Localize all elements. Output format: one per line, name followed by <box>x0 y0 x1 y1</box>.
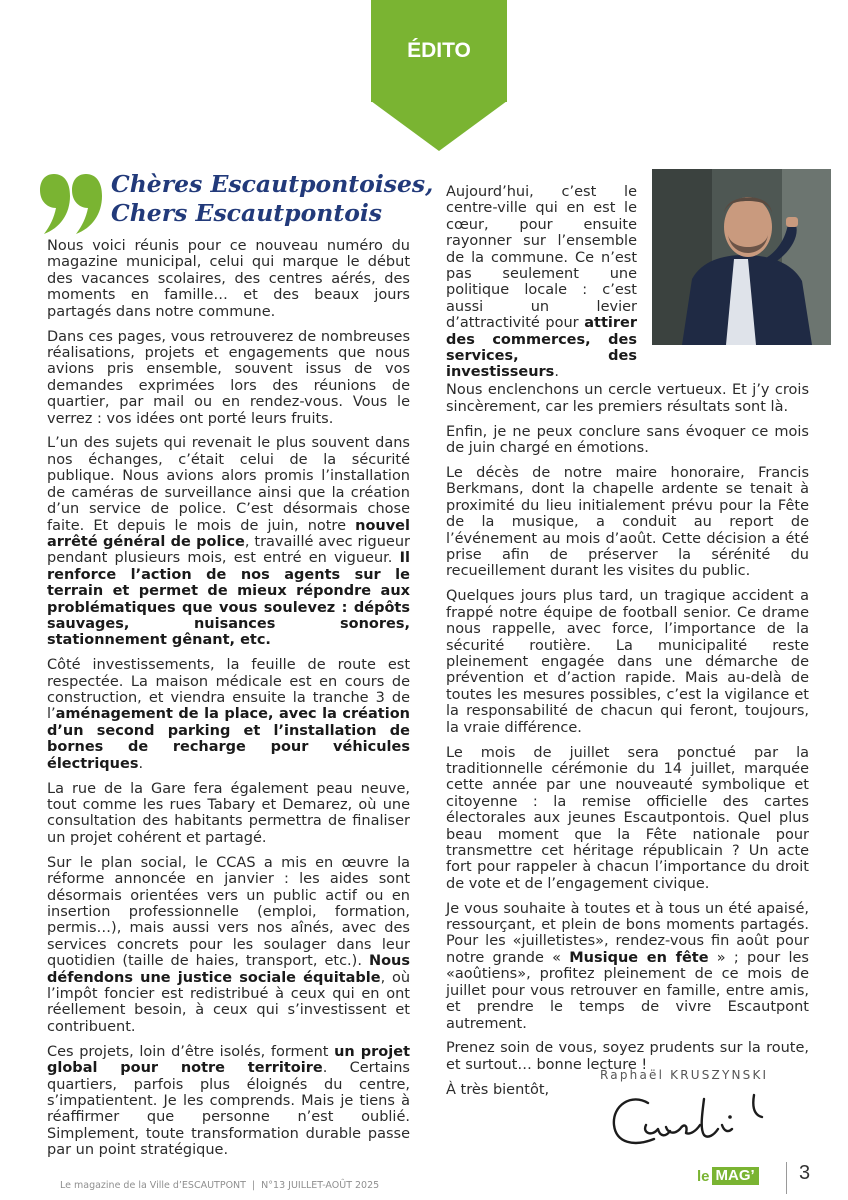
body-text: Quelques jours plus tard, un tragique accident a frappé notre équipe de football senior. Ce drame nous rappelle, avec force, l’importance de la sécurité routière. La municipalité reste pleinement engagée dans une démarche de prévention et d’action rapide. Mais au-delà de toutes les mesures possibles, c’est la vigilance et la responsabilité de chacun qui feront, toujours, la vraie différence. <box>446 588 809 736</box>
title-line-1: Chères Escautpontoises, <box>111 170 434 198</box>
body-text: Ces projets, loin d’être isolés, forment <box>47 1043 335 1060</box>
section-tab-arrow <box>371 101 507 151</box>
emphasis-text: Il renforce l’action de nos agents sur le terrain et permet de mieux répondre aux problématiques que vous soulevez : dépôts sauvages, nuisances sonores, stationnement gênant, etc. <box>47 550 410 649</box>
right-paragraph-3 <box>446 588 809 736</box>
left-paragraph-3 <box>47 435 410 648</box>
emphasis-text: Musique en fête <box>569 949 709 966</box>
title-line-2: Chers Escautpontois <box>111 199 383 227</box>
body-text: Sur le plan social, le CCAS a mis en œuvre la réforme annoncée en janvier : les aides sont désormais orientées vers un public actif ou en insertion professionnelle (emploi, formation, permis…), mais aussi vers nos aînés, avec des services concrets pour les soulager dans leur quotidien (taille de haies, transport, etc.). <box>47 854 410 970</box>
left-paragraph-5 <box>47 781 410 847</box>
footer-separator: | <box>251 1180 256 1191</box>
footer-issue: N°13 JUILLET-AOÛT 2025 <box>261 1180 380 1191</box>
logo-mag-text: MAG’ <box>712 1167 759 1185</box>
right-paragraph-1 <box>446 424 809 457</box>
wrapped-paragraph-continuation: Nous enclenchons un cercle vertueux. Et j’y crois sincèrement, car les premiers résultats sont là. <box>446 382 809 415</box>
handwritten-signature <box>604 1085 784 1155</box>
body-text: » ; pour les «aoûtiens», profitez pleinement de ce mois de juillet pour vous retrouver en famille, entre amis, et prendre le temps de vivre Escautpont autrement. <box>446 949 809 1032</box>
left-paragraph-4 <box>47 657 410 772</box>
emphasis-text: un projet global pour notre territoire <box>47 1043 411 1077</box>
emphasis-text: nouvel arrêté général de police <box>47 517 410 550</box>
body-text: . <box>554 364 559 381</box>
body-text: Dans ces pages, vous retrouverez de nombreuses réalisations, projets et engagements que nous avions pris ensemble, souvent issus de vos demandes exprimées lors des réunions de quartier, par mail ou en rendez-vous. Vous le verrez : vos idées ont porté leurs fruits. <box>47 328 410 427</box>
wrapped-paragraph <box>446 184 637 381</box>
body-text: Enfin, je ne peux conclure sans évoquer ce mois de juin chargé en émotions. <box>446 423 809 457</box>
body-text: Je vous souhaite à toutes et à tous un été apaisé, ressourçant, et plein de bons moments partagés. Pour les «juilletistes», rendez-vous fin août pour notre grande « <box>446 900 809 966</box>
quote-icon <box>40 172 102 236</box>
left-paragraph-6 <box>47 855 410 1035</box>
body-text: . <box>138 755 144 772</box>
right-column-paragraphs <box>446 424 809 1098</box>
body-text: , travaillé avec rigueur pendant plusieurs mois, est entré en vigueur. <box>47 533 410 567</box>
mayor-portrait-photo <box>652 169 831 345</box>
body-text: À très bientôt, <box>446 1081 550 1098</box>
section-tab <box>371 0 507 102</box>
left-paragraph-7 <box>47 1044 410 1159</box>
body-text: Prenez soin de vous, soyez prudents sur la route, et surtout… bonne lecture ! <box>446 1040 809 1073</box>
body-text: Aujourd’hui, c’est le centre-ville qui en est le cœur, pour ensuite rayonner sur l’ensemble de la commune. Ce n’est pas seulement une politique locale : c’est aussi un levier d’attractivité pour <box>446 184 637 332</box>
logo-le-text: le <box>697 1167 710 1185</box>
body-text: Le décès de notre maire honoraire, Francis Berkmans, dont la chapelle ardente se tenait à proximité du lieu initialement prévu pour la Fête de la musique, a conduit au report de l’événement au mois d’août. Cette décision a été prise afin de préserver la sérénité du recueillement durant les visites du public. <box>446 465 809 580</box>
emphasis-text: aménagement de la place, avec la création d’un second parking et l’installation de bornes de recharge pour véhicules électriques <box>47 706 410 772</box>
body-text: L’un des sujets qui revenait le plus souvent dans nos échanges, c’était celui de la sécurité publique. Nous avions alors promis l’installation de caméras de surveillance ainsi que la création d’un service de police. C’est désormais chose faite. Et depuis le mois de juin, notre <box>47 435 410 534</box>
emphasis-text: Nous défendons une justice sociale équitable <box>47 953 410 986</box>
page-number: 3 <box>799 1162 811 1184</box>
body-text: La rue de la Gare fera également peau neuve, tout comme les rues Tabary et Demarez, où une consultation des habitants permettra de finaliser un projet cohérent et partagé. <box>47 780 410 846</box>
body-text: Le mois de juillet sera ponctué par la traditionnelle cérémonie du 14 juillet, marquée cette année par une nouveauté symbolique et citoyenne : la remise officielle des cartes électorales aux jeunes Escautpontois. Quel plus beau moment que la Fête nationale pour transmettre cet héritage républicain ? Un acte fort pour rappeler à chacun l’importance du droit de vote et de l’engagement civique. <box>446 744 809 892</box>
le-mag-logo <box>697 1166 759 1186</box>
left-paragraph-1 <box>47 238 410 320</box>
body-text: . Certains quartiers, parfois plus éloignés du centre, s’impatientent. Je les comprends. Mais je tiens à réaffirmer que personne n’est oublié. Simplement, toute transformation durable passe par un point stratégique. <box>47 1060 410 1159</box>
footer-publication-info <box>60 1180 379 1191</box>
section-label: ÉDITO <box>407 39 471 62</box>
left-paragraph-2 <box>47 329 410 427</box>
body-text: , où l’impôt foncier est redistribué à ceux qui en ont réellement besoin, à ceux qui s’investissent et contribuent. <box>47 969 411 1035</box>
right-paragraph-2 <box>446 465 809 580</box>
right-paragraph-4 <box>446 745 809 893</box>
signature-name: Raphaël KRUSZYNSKI <box>600 1068 769 1082</box>
left-column <box>47 238 410 1167</box>
body-text: Nous voici réunis pour ce nouveau numéro du magazine municipal, celui qui marque le début des vacances scolaires, des centres aérés, des moments en famille… et des beaux jours partagés dans notre commune. <box>47 238 410 320</box>
right-paragraph-5 <box>446 901 809 1032</box>
emphasis-text: attirer des commerces, des services, des investisseurs <box>446 315 637 381</box>
footer-magazine-name: Le magazine de la Ville d’ESCAUTPONT <box>60 1180 246 1191</box>
footer-divider <box>786 1162 787 1194</box>
editorial-title <box>111 170 434 228</box>
portrait-illustration <box>652 169 831 345</box>
body-text: Côté investissements, la feuille de route est respectée. La maison médicale est en cours de construction, et viendra ensuite la tranche 3 de l’ <box>47 657 410 723</box>
